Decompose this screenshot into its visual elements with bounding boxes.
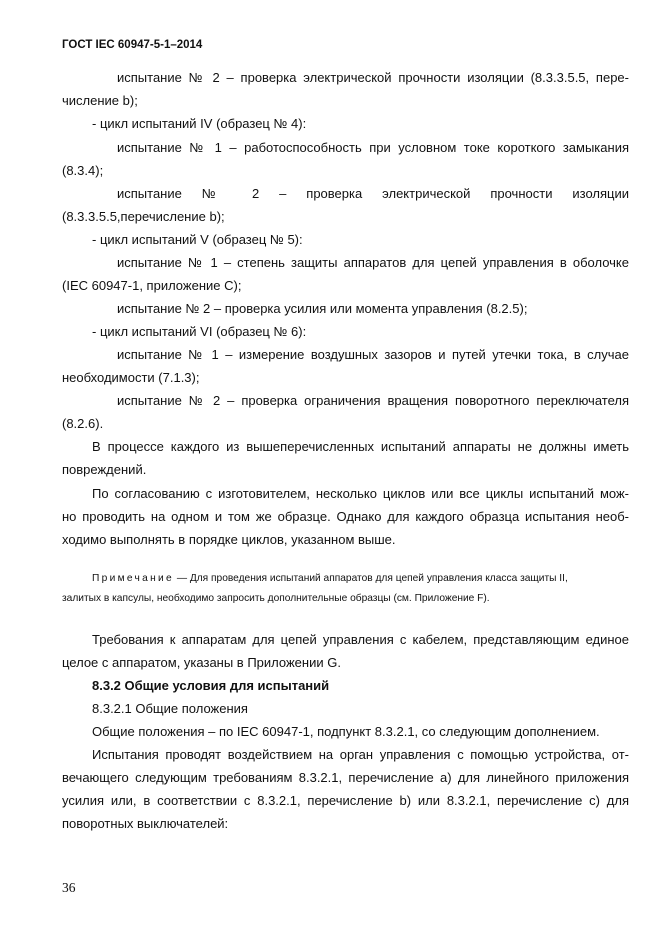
text-line: повреждений. xyxy=(62,462,147,477)
text-line: поворотных выключателей: xyxy=(62,816,229,831)
text-line: испытание № 2 – проверка усилия или момента управления (8.2.5); xyxy=(117,301,528,316)
text-line: испытание № 1 – степень защиты аппаратов для цепей управления в оболочке xyxy=(117,255,629,270)
text-line: испытание № 1 – работоспособность при условном токе короткого замыкания xyxy=(117,140,629,155)
text-line: Испытания проводят воздействием на орган управления с помощью устройства, от- xyxy=(92,747,629,762)
text-line: (8.3.4); xyxy=(62,163,104,178)
text-line: испытание № 2 – проверка ограничения вращения поворотного переключателя xyxy=(117,393,629,408)
note-text: — Для проведения испытаний аппаратов для цепей управления класса защиты II, xyxy=(176,573,568,584)
text-line: усилия или, в соответствии с 8.3.2.1, перечисление b) или 8.3.2.1, перечисление c) для xyxy=(62,793,629,808)
text-line: необходимости (7.1.3); xyxy=(62,370,200,385)
subsection-heading: 8.3.2.1 Общие положения xyxy=(92,701,248,716)
text-line: ходимо выполнять в порядке циклов, указанном выше. xyxy=(62,532,396,547)
document-header: ГОСТ IEC 60947-5-1–2014 xyxy=(62,39,203,51)
text-line: (8.2.6). xyxy=(62,416,104,431)
section-heading: 8.3.2 Общие условия для испытаний xyxy=(92,678,330,693)
text-line: испытание № 2 – проверка электрической прочности изоляции xyxy=(117,186,629,201)
text-line: По согласованию с изготовителем, несколько циклов или все циклы испытаний мож- xyxy=(92,486,629,501)
text-line: целое с аппаратом, указаны в Приложении G. xyxy=(62,655,341,670)
note-label: Примечание xyxy=(92,573,174,584)
text-line: - цикл испытаний V (образец № 5): xyxy=(92,232,303,247)
text-line: (IEC 60947-1, приложение C); xyxy=(62,278,242,293)
text-line: Требования к аппаратам для цепей управления с кабелем, представляющим единое xyxy=(92,632,629,647)
note-line xyxy=(92,572,568,586)
note-line: залитых в капсулы, необходимо запросить дополнительные образцы (см. Приложение F). xyxy=(62,593,490,604)
page-number: 36 xyxy=(62,880,76,895)
text-line: испытание № 1 – измерение воздушных зазоров и путей утечки тока, в случае xyxy=(117,347,629,362)
text-line: числение b); xyxy=(62,93,138,108)
text-line: но проводить на одном и том же образце. Однако для каждого образца испытания необ- xyxy=(62,509,629,524)
text-line: - цикл испытаний IV (образец № 4): xyxy=(92,116,307,131)
text-line: (8.3.3.5.5,перечисление b); xyxy=(62,209,225,224)
text-line: - цикл испытаний VI (образец № 6): xyxy=(92,324,307,339)
text-line: вечающего следующим требованиям 8.3.2.1, перечисление a) для линейного приложения xyxy=(62,770,629,785)
text-line: Общие положения – по IEC 60947-1, подпункт 8.3.2.1, со следующим дополнением. xyxy=(92,724,600,739)
text-line: испытание № 2 – проверка электрической прочности изоляции (8.3.3.5.5, пере- xyxy=(117,70,629,85)
text-line: В процессе каждого из вышеперечисленных испытаний аппараты не должны иметь xyxy=(92,439,629,454)
